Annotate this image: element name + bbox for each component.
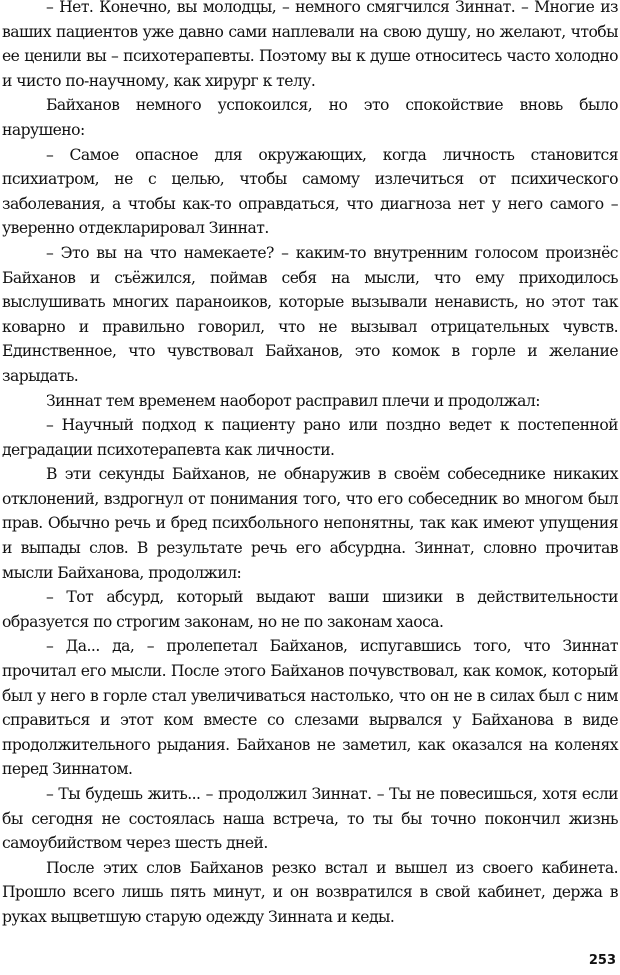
paragraph-10: – Ты будешь жить... – продолжил Зиннат. – Ты не повесишься, хотя если бы сегодня не состоялась наша встреча, то ты бы точно покончил жизнь самоубийством через шесть дней. (2, 785, 618, 853)
body-text (2, 0, 618, 930)
paragraph-3: – Самое опасное для окружающих, когда личность становится психиатром, не с целью, чтобы самому излечиться от психического заболевания, а чтобы как-то оправдаться, что диагноза нет у него самого – уверенно отдекларировал Зиннат. (2, 145, 618, 238)
paragraph-5: Зиннат тем временем наоборот расправил плечи и продолжал: (46, 391, 540, 410)
paragraph-11: После этих слов Байханов резко встал и вышел из своего кабинета. Прошло всего лишь пять минут, и он возвратился в свой кабинет, держа в руках выцветшую старую одежду Зинната и кеды. (2, 858, 618, 926)
paragraph-7: В эти секунды Байханов, не обнаружив в своём собеседнике никаких отклонений, вздрогнул от понимания того, что его собеседник во многом был прав. Обычно речь и бред психбольного непонятны, так как имеют упущения и выпады слов. В результате речь его абсурдна. Зиннат, словно прочитав мысли Байханова, продолжил: (2, 465, 618, 582)
paragraph-6: – Научный подход к пациенту рано или поздно ведет к постепенной деградации психотерапевта как личности. (2, 416, 618, 459)
paragraph-9: – Да... да, – пролепетал Байханов, испугавшись того, что Зиннат прочитал его мысли. После этого Байханов почувствовал, как комок, который был у него в горле стал увеличиваться настолько, что он не в силах был с ним справиться и этот ком вместе со слезами вырвался у Байханова в виде продолжительного рыдания. Байханов не заметил, как оказался на коленях перед Зиннатом. (2, 637, 618, 779)
paragraph-8: – Тот абсурд, который выдают ваши шизики в действительности образуется по строгим законам, но не по законам хаоса. (2, 588, 618, 631)
paragraph-1: – Нет. Конечно, вы молодцы, – немного смягчился Зиннат. – Многие из ваших пациентов уже давно сами наплевали на свою душу, но желают, чтобы ее ценили вы – психотерапевты. Поэтому вы к душе относитесь часто холодно и чисто по-научному, как хирург к телу. (2, 0, 618, 90)
paragraph-2: Байханов немного успокоился, но это спокойствие вновь было нарушено: (2, 96, 618, 139)
paragraph-4: – Это вы на что намекаете? – каким-то внутренним голосом произнёс Байханов и съёжился, поймав себя на мысли, что ему приходилось выслушивать многих параноиков, которые вызывали ненависть, но этот так коварно и правильно говорил, что не вызывал отрицательных чувств. Единственное, что чувствовал Байханов, это комок в горле и желание зарыдать. (2, 243, 618, 385)
page-number: 253 (588, 953, 616, 968)
